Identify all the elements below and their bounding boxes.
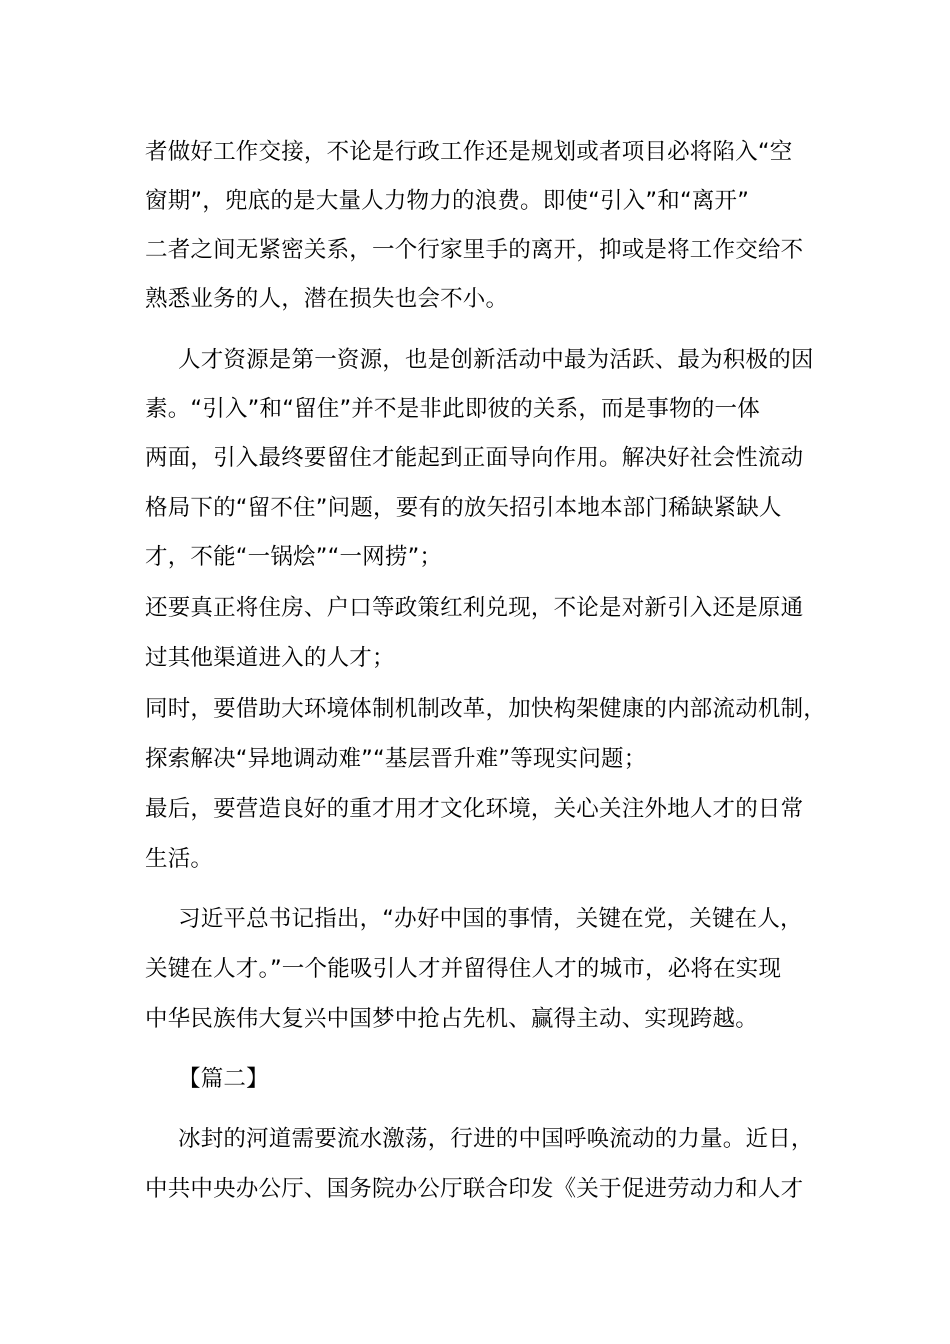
text-line: 素。“引入”和“留住”并不是非此即彼的关系，而是事物的一体 [145, 396, 760, 422]
text-line: 熟悉业务的人，潜在损失也会不小。 [145, 286, 509, 312]
text-line: 关键在人才。”一个能吸引人才并留得住人才的城市，必将在实现 [145, 956, 782, 982]
text-line: 最后，要营造良好的重才用才文化环境，关心关注外地人才的日常 [145, 796, 804, 822]
text-line: 窗期”，兜底的是大量人力物力的浪费。即使“引入”和“离开” [145, 188, 750, 214]
text-line: 过其他渠道进入的人才； [145, 645, 395, 671]
text-line: 同时，要借助大环境体制机制改革，加快构架健康的内部流动机制， [145, 696, 827, 722]
text-line: 探索解决“异地调动难”“基层晋升难”等现实问题； [145, 746, 647, 772]
text-line: 还要真正将住房、户口等政策红利兑现，不论是对新引入还是原通 [145, 595, 804, 621]
text-line: 人才资源是第一资源，也是创新活动中最为活跃、最为积极的因 [178, 347, 814, 373]
text-line: 冰封的河道需要流水激荡，行进的中国呼唤流动的力量。近日， [178, 1126, 814, 1152]
text-line: 中华民族伟大复兴中国梦中抢占先机、赢得主动、实现跨越。 [145, 1006, 758, 1032]
text-line: 格局下的“留不住”问题，要有的放矢招引本地本部门稀缺紧缺人 [145, 495, 782, 521]
text-line: 习近平总书记指出，“办好中国的事情，关键在党，关键在人， [178, 906, 803, 932]
text-line: 生活。 [145, 846, 214, 872]
text-line: 两面，引入最终要留住才能起到正面导向作用。解决好社会性流动 [145, 445, 804, 471]
section-heading: 【篇二】 [178, 1066, 269, 1092]
text-line: 者做好工作交接，不论是行政工作还是规划或者项目必将陷入“空 [145, 139, 793, 165]
text-line: 二者之间无紧密关系，一个行家里手的离开，抑或是将工作交给不 [145, 237, 804, 263]
text-line: 才，不能“一锅烩”“一网捞”； [145, 544, 443, 570]
text-line: 中共中央办公厅、国务院办公厅联合印发《关于促进劳动力和人才 [145, 1176, 804, 1202]
